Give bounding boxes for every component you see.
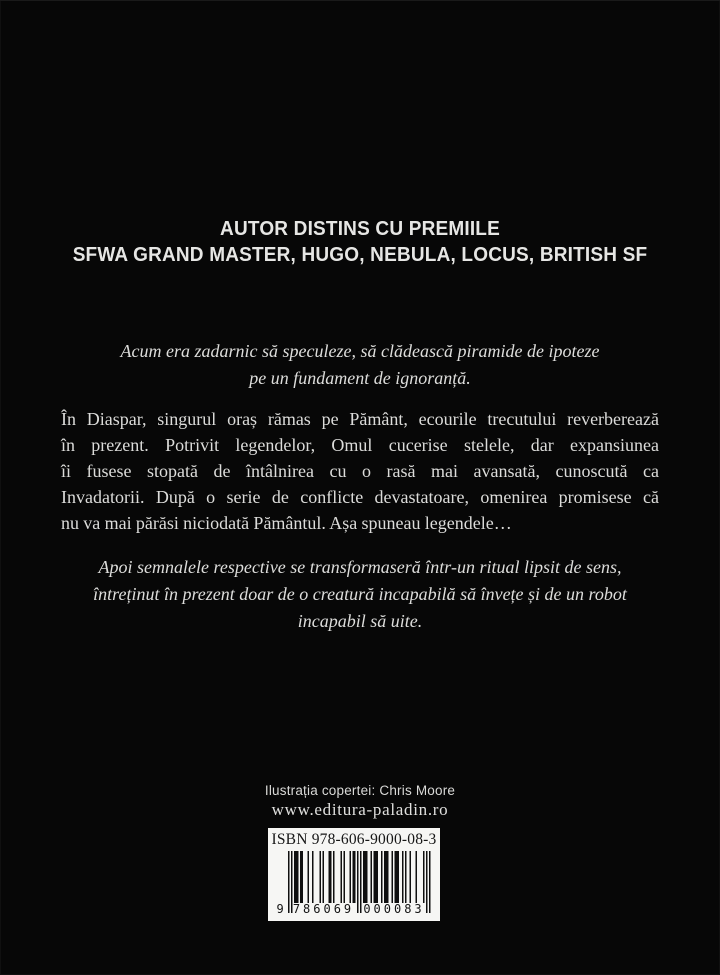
synopsis-line: în prezent. Potrivit legendelor, Omul cucerise stelele, dar expansiunea [61, 435, 659, 455]
epigraph-quote [40, 338, 680, 392]
synopsis-line: În Diaspar, singurul oraș rămas pe Pământ, ecourile trecutului reverberează [61, 409, 659, 429]
isbn-barcode [268, 828, 440, 921]
closing-quote [40, 554, 680, 635]
publisher-website: www.editura-paladin.ro [271, 800, 449, 819]
closing-quote-line: întreținut în prezent doar de o creatură incapabilă să învețe și de un robot [93, 584, 627, 604]
synopsis-line: Invadatorii. După o serie de conflicte devastatoare, omenirea promisese că [61, 487, 659, 507]
synopsis-line: nu va mai părăsi niciodată Pământul. Așa spuneau legendele… [61, 513, 512, 533]
epigraph-line: Acum era zadarnic să speculeze, să clădească piramide de ipoteze [120, 341, 600, 361]
ean-digit-group-2: 000083 [363, 902, 425, 916]
epigraph-line: pe un fundament de ignoranță. [249, 368, 471, 388]
ean-digit-lead: 9 [276, 902, 284, 916]
synopsis-paragraph [61, 406, 659, 536]
ean-barcode-bars [276, 851, 431, 916]
awards-header [0, 216, 720, 268]
closing-quote-line: incapabil să uite. [297, 611, 423, 631]
synopsis-line: îi fusese stopată de întâlnirea cu o rasă mai avansată, cunoscută ca [61, 461, 659, 481]
ean-digit-group-1: 786069 [292, 902, 355, 916]
awards-header-line-2: SFWA GRAND MASTER, HUGO, NEBULA, LOCUS, BRITISH SF [72, 244, 648, 266]
closing-quote-line: Apoi semnalele respective se transformaseră într-un ritual lipsit de sens, [98, 557, 622, 577]
cover-illustration-credit: Ilustrația copertei: Chris Moore [264, 783, 456, 798]
awards-header-line-1: AUTOR DISTINS CU PREMIILE [220, 218, 500, 240]
isbn-label: ISBN 978-606-9000-08-3 [271, 831, 437, 848]
